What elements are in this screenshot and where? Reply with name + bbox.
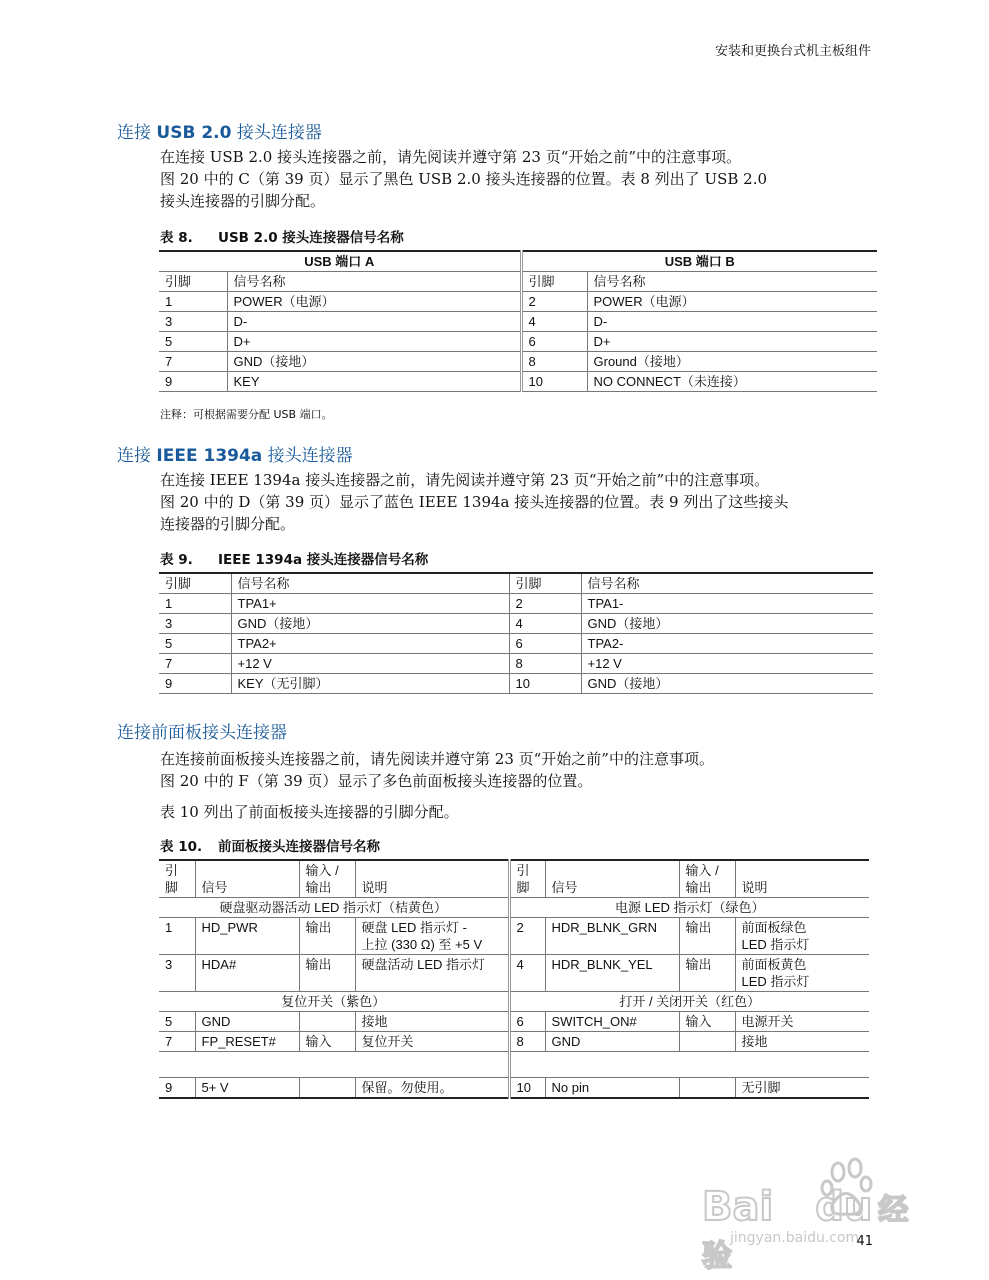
- cell: 8: [521, 352, 587, 372]
- cell: 1: [159, 292, 227, 312]
- cell: D+: [587, 332, 877, 352]
- cell: 输出: [299, 955, 355, 992]
- cell: 5: [159, 634, 231, 654]
- cell: 4: [509, 614, 581, 634]
- front-table-number: 表 10.: [160, 839, 203, 855]
- table-row: [159, 332, 877, 352]
- table-row: [159, 654, 873, 674]
- cell: TPA1+: [231, 594, 509, 614]
- cell: 电源开关: [735, 1012, 869, 1032]
- cell: POWER（电源）: [587, 292, 877, 312]
- cell: 10: [509, 674, 581, 694]
- table-row: [159, 674, 873, 694]
- ieee-col-pin-a: 引脚: [159, 573, 231, 594]
- usb-line-2: 图 20 中的 C（第 39 页）显示了黑色 USB 2.0 接头连接器的位置。表 8 列出了 USB 2.0: [160, 170, 768, 188]
- cell: 6: [509, 1012, 545, 1032]
- fp-h-io-a: [299, 860, 355, 898]
- cell: 3: [159, 614, 231, 634]
- table-row: [159, 292, 877, 312]
- cell: 输入: [679, 1012, 735, 1032]
- cell: HD_PWR: [195, 918, 299, 955]
- cell: 输出: [299, 918, 355, 955]
- front-line-2: 图 20 中的 F（第 39 页）显示了多色前面板接头连接器的位置。: [160, 772, 593, 790]
- watermark-brand-2: du: [815, 1184, 873, 1230]
- usb-paragraph: [160, 146, 880, 212]
- usb-col-pin-b: 引脚: [521, 272, 587, 292]
- fp-h-desc-b: 说明: [735, 860, 869, 898]
- table-row: [159, 955, 869, 992]
- blank-row: [159, 1052, 869, 1078]
- baidu-watermark: [700, 1150, 930, 1274]
- watermark-url: jingyan.baidu.com: [730, 1230, 860, 1246]
- cell: 输出: [679, 955, 735, 992]
- cell: 4: [509, 955, 545, 992]
- usb-col-pin-a: 引脚: [159, 272, 227, 292]
- fp-group-hdd-led: 硬盘驱动器活动 LED 指示灯（桔黄色）: [159, 898, 509, 918]
- front-line-3: 表 10 列出了前面板接头连接器的引脚分配。: [160, 803, 459, 821]
- cell: GND: [545, 1032, 679, 1052]
- cell: 2: [521, 292, 587, 312]
- cell: +12 V: [581, 654, 873, 674]
- cell: D-: [587, 312, 877, 332]
- cell: 硬盘活动 LED 指示灯: [355, 955, 509, 992]
- cell: 1: [159, 594, 231, 614]
- cell-line: LED 指示灯: [741, 974, 810, 989]
- cell: [679, 1032, 735, 1052]
- blank-cell: [159, 1052, 509, 1078]
- fp-group-power-led: 电源 LED 指示灯（绿色）: [509, 898, 869, 918]
- table-row: [159, 594, 873, 614]
- fp-h-desc-a: 说明: [355, 860, 509, 898]
- cell: GND（接地）: [581, 674, 873, 694]
- cell-line: 上拉 (330 Ω) 至 +5 V: [361, 937, 483, 952]
- watermark-cn: 经验: [702, 1193, 909, 1274]
- usb-col-signal-a: 信号名称: [227, 272, 521, 292]
- group-row: [159, 992, 869, 1012]
- cell: 6: [521, 332, 587, 352]
- table-row: [159, 918, 869, 955]
- cell: KEY（无引脚）: [231, 674, 509, 694]
- ieee-section-title: [117, 441, 353, 466]
- cell: KEY: [227, 372, 521, 392]
- fp-h-pin-b-1: 引: [516, 863, 530, 878]
- fp-h-io-a-1: 输入 /: [305, 863, 339, 878]
- table-row: [159, 372, 877, 392]
- usb-title-bold: USB 2.0: [156, 123, 232, 143]
- ieee-title-post: 接头连接器: [262, 446, 353, 466]
- cell: HDA#: [195, 955, 299, 992]
- cell: 10: [521, 372, 587, 392]
- cell: 无引脚: [735, 1078, 869, 1099]
- fp-h-io-b-2: 输出: [685, 880, 712, 895]
- cell: 保留。勿使用。: [355, 1078, 509, 1099]
- usb-table-caption: [160, 226, 404, 246]
- cell: Ground（接地）: [587, 352, 877, 372]
- cell: NO CONNECT（未连接）: [587, 372, 877, 392]
- table-row: [159, 1078, 869, 1099]
- cell: 输入: [299, 1032, 355, 1052]
- fp-h-signal-b: 信号: [545, 860, 679, 898]
- ieee-col-signal-a: 信号名称: [231, 573, 509, 594]
- front-line-1: 在连接前面板接头连接器之前，请先阅读并遵守第 23 页“开始之前”中的注意事项。: [160, 750, 714, 768]
- cell: 7: [159, 1032, 195, 1052]
- cell: POWER（电源）: [227, 292, 521, 312]
- usb-section-title: [117, 118, 322, 143]
- cell: [355, 918, 509, 955]
- cell: 10: [509, 1078, 545, 1099]
- cell: TPA2+: [231, 634, 509, 654]
- usb-port-b-header: USB 端口 B: [521, 251, 877, 272]
- cell: 8: [509, 1032, 545, 1052]
- fp-h-pin-a-2: 脚: [165, 880, 179, 895]
- cell: 5: [159, 332, 227, 352]
- cell: TPA1-: [581, 594, 873, 614]
- front-table-title: 前面板接头连接器信号名称: [218, 839, 380, 855]
- cell: 5: [159, 1012, 195, 1032]
- ieee-title-pre: 连接: [117, 446, 157, 466]
- page-header: 安装和更换台式机主板组件: [714, 44, 871, 59]
- ieee-paragraph: [160, 469, 880, 535]
- ieee-line-2: 图 20 中的 D（第 39 页）显示了蓝色 IEEE 1394a 接头连接器的位置。表 9 列出了这些接头: [160, 493, 789, 511]
- ieee-table-number: 表 9.: [160, 552, 193, 568]
- cell: 9: [159, 1078, 195, 1099]
- cell: 9: [159, 674, 231, 694]
- cell: 输出: [679, 918, 735, 955]
- cell: 9: [159, 372, 227, 392]
- cell: 8: [509, 654, 581, 674]
- fp-h-signal-a: 信号: [195, 860, 299, 898]
- watermark-brand-1: Bai: [702, 1184, 774, 1230]
- usb-port-a-header: USB 端口 A: [159, 251, 521, 272]
- usb-line-3: 接头连接器的引脚分配。: [160, 192, 326, 210]
- fp-group-reset: 复位开关（紫色）: [159, 992, 509, 1012]
- cell: +12 V: [231, 654, 509, 674]
- usb-table-number: 表 8.: [160, 230, 193, 246]
- cell: GND（接地）: [581, 614, 873, 634]
- cell: 3: [159, 312, 227, 332]
- cell-line: 硬盘 LED 指示灯 -: [361, 920, 467, 935]
- usb-title-pre: 连接: [117, 123, 157, 143]
- cell: 3: [159, 955, 195, 992]
- blank-cell: [509, 1052, 869, 1078]
- usb-line-1: 在连接 USB 2.0 接头连接器之前，请先阅读并遵守第 23 页“开始之前”中的注意事项。: [160, 148, 742, 166]
- ieee-title-bold: IEEE 1394a: [156, 446, 263, 466]
- ieee-col-pin-b: 引脚: [509, 573, 581, 594]
- table-row: [159, 614, 873, 634]
- cell: 7: [159, 352, 227, 372]
- cell: [679, 1078, 735, 1099]
- cell: FP_RESET#: [195, 1032, 299, 1052]
- ieee-col-signal-b: 信号名称: [581, 573, 873, 594]
- cell: HDR_BLNK_YEL: [545, 955, 679, 992]
- table-row: [159, 352, 877, 372]
- cell: D+: [227, 332, 521, 352]
- fp-h-pin-a: [159, 860, 195, 898]
- cell: D-: [227, 312, 521, 332]
- fp-h-io-a-2: 输出: [305, 880, 332, 895]
- cell: SWITCH_ON#: [545, 1012, 679, 1032]
- cell: 4: [521, 312, 587, 332]
- front-paragraph: [160, 748, 880, 792]
- cell: 复位开关: [355, 1032, 509, 1052]
- cell: No pin: [545, 1078, 679, 1099]
- front-table-caption: [160, 835, 380, 855]
- usb-table-title: USB 2.0 接头连接器信号名称: [218, 230, 404, 246]
- cell: 6: [509, 634, 581, 654]
- cell: 2: [509, 594, 581, 614]
- ieee-line-3: 连接器的引脚分配。: [160, 515, 296, 533]
- cell: 7: [159, 654, 231, 674]
- cell: [299, 1078, 355, 1099]
- cell: GND: [195, 1012, 299, 1032]
- cell-line: 前面板绿色: [741, 920, 807, 935]
- cell-line: LED 指示灯: [741, 937, 810, 952]
- usb-table: [159, 250, 877, 392]
- fp-h-io-b-1: 输入 /: [685, 863, 719, 878]
- cell: TPA2-: [581, 634, 873, 654]
- front-section-title: 连接前面板接头连接器: [117, 723, 287, 743]
- cell: HDR_BLNK_GRN: [545, 918, 679, 955]
- ieee-line-1: 在连接 IEEE 1394a 接头连接器之前，请先阅读并遵守第 23 页“开始之前”中的注意事项。: [160, 471, 770, 489]
- fp-h-pin-b-2: 脚: [516, 880, 530, 895]
- page-number: 41: [856, 1234, 873, 1249]
- ieee-table-caption: [160, 548, 428, 568]
- table-row: [159, 1012, 869, 1032]
- ieee-table-title: IEEE 1394a 接头连接器信号名称: [218, 552, 429, 568]
- cell: [735, 955, 869, 992]
- cell: 5+ V: [195, 1078, 299, 1099]
- cell: GND（接地）: [227, 352, 521, 372]
- cell: 接地: [735, 1032, 869, 1052]
- fp-h-pin-b: [509, 860, 545, 898]
- fp-h-io-b: [679, 860, 735, 898]
- usb-col-signal-b: 信号名称: [587, 272, 877, 292]
- usb-title-post: 接头连接器: [231, 123, 322, 143]
- front-panel-table: [159, 859, 869, 1099]
- group-row: [159, 898, 869, 918]
- table-row: [159, 1032, 869, 1052]
- cell: 2: [509, 918, 545, 955]
- ieee-table: [159, 572, 873, 694]
- table-row: [159, 312, 877, 332]
- cell: 接地: [355, 1012, 509, 1032]
- fp-h-pin-a-1: 引: [165, 863, 179, 878]
- cell: 1: [159, 918, 195, 955]
- usb-note: 注释：可根据需要分配 USB 端口。: [160, 408, 333, 421]
- cell: [735, 918, 869, 955]
- cell: GND（接地）: [231, 614, 509, 634]
- table-row: [159, 634, 873, 654]
- cell: [299, 1012, 355, 1032]
- cell-line: 前面板黄色: [741, 957, 807, 972]
- fp-group-power-switch: 打开 / 关闭开关（红色）: [509, 992, 869, 1012]
